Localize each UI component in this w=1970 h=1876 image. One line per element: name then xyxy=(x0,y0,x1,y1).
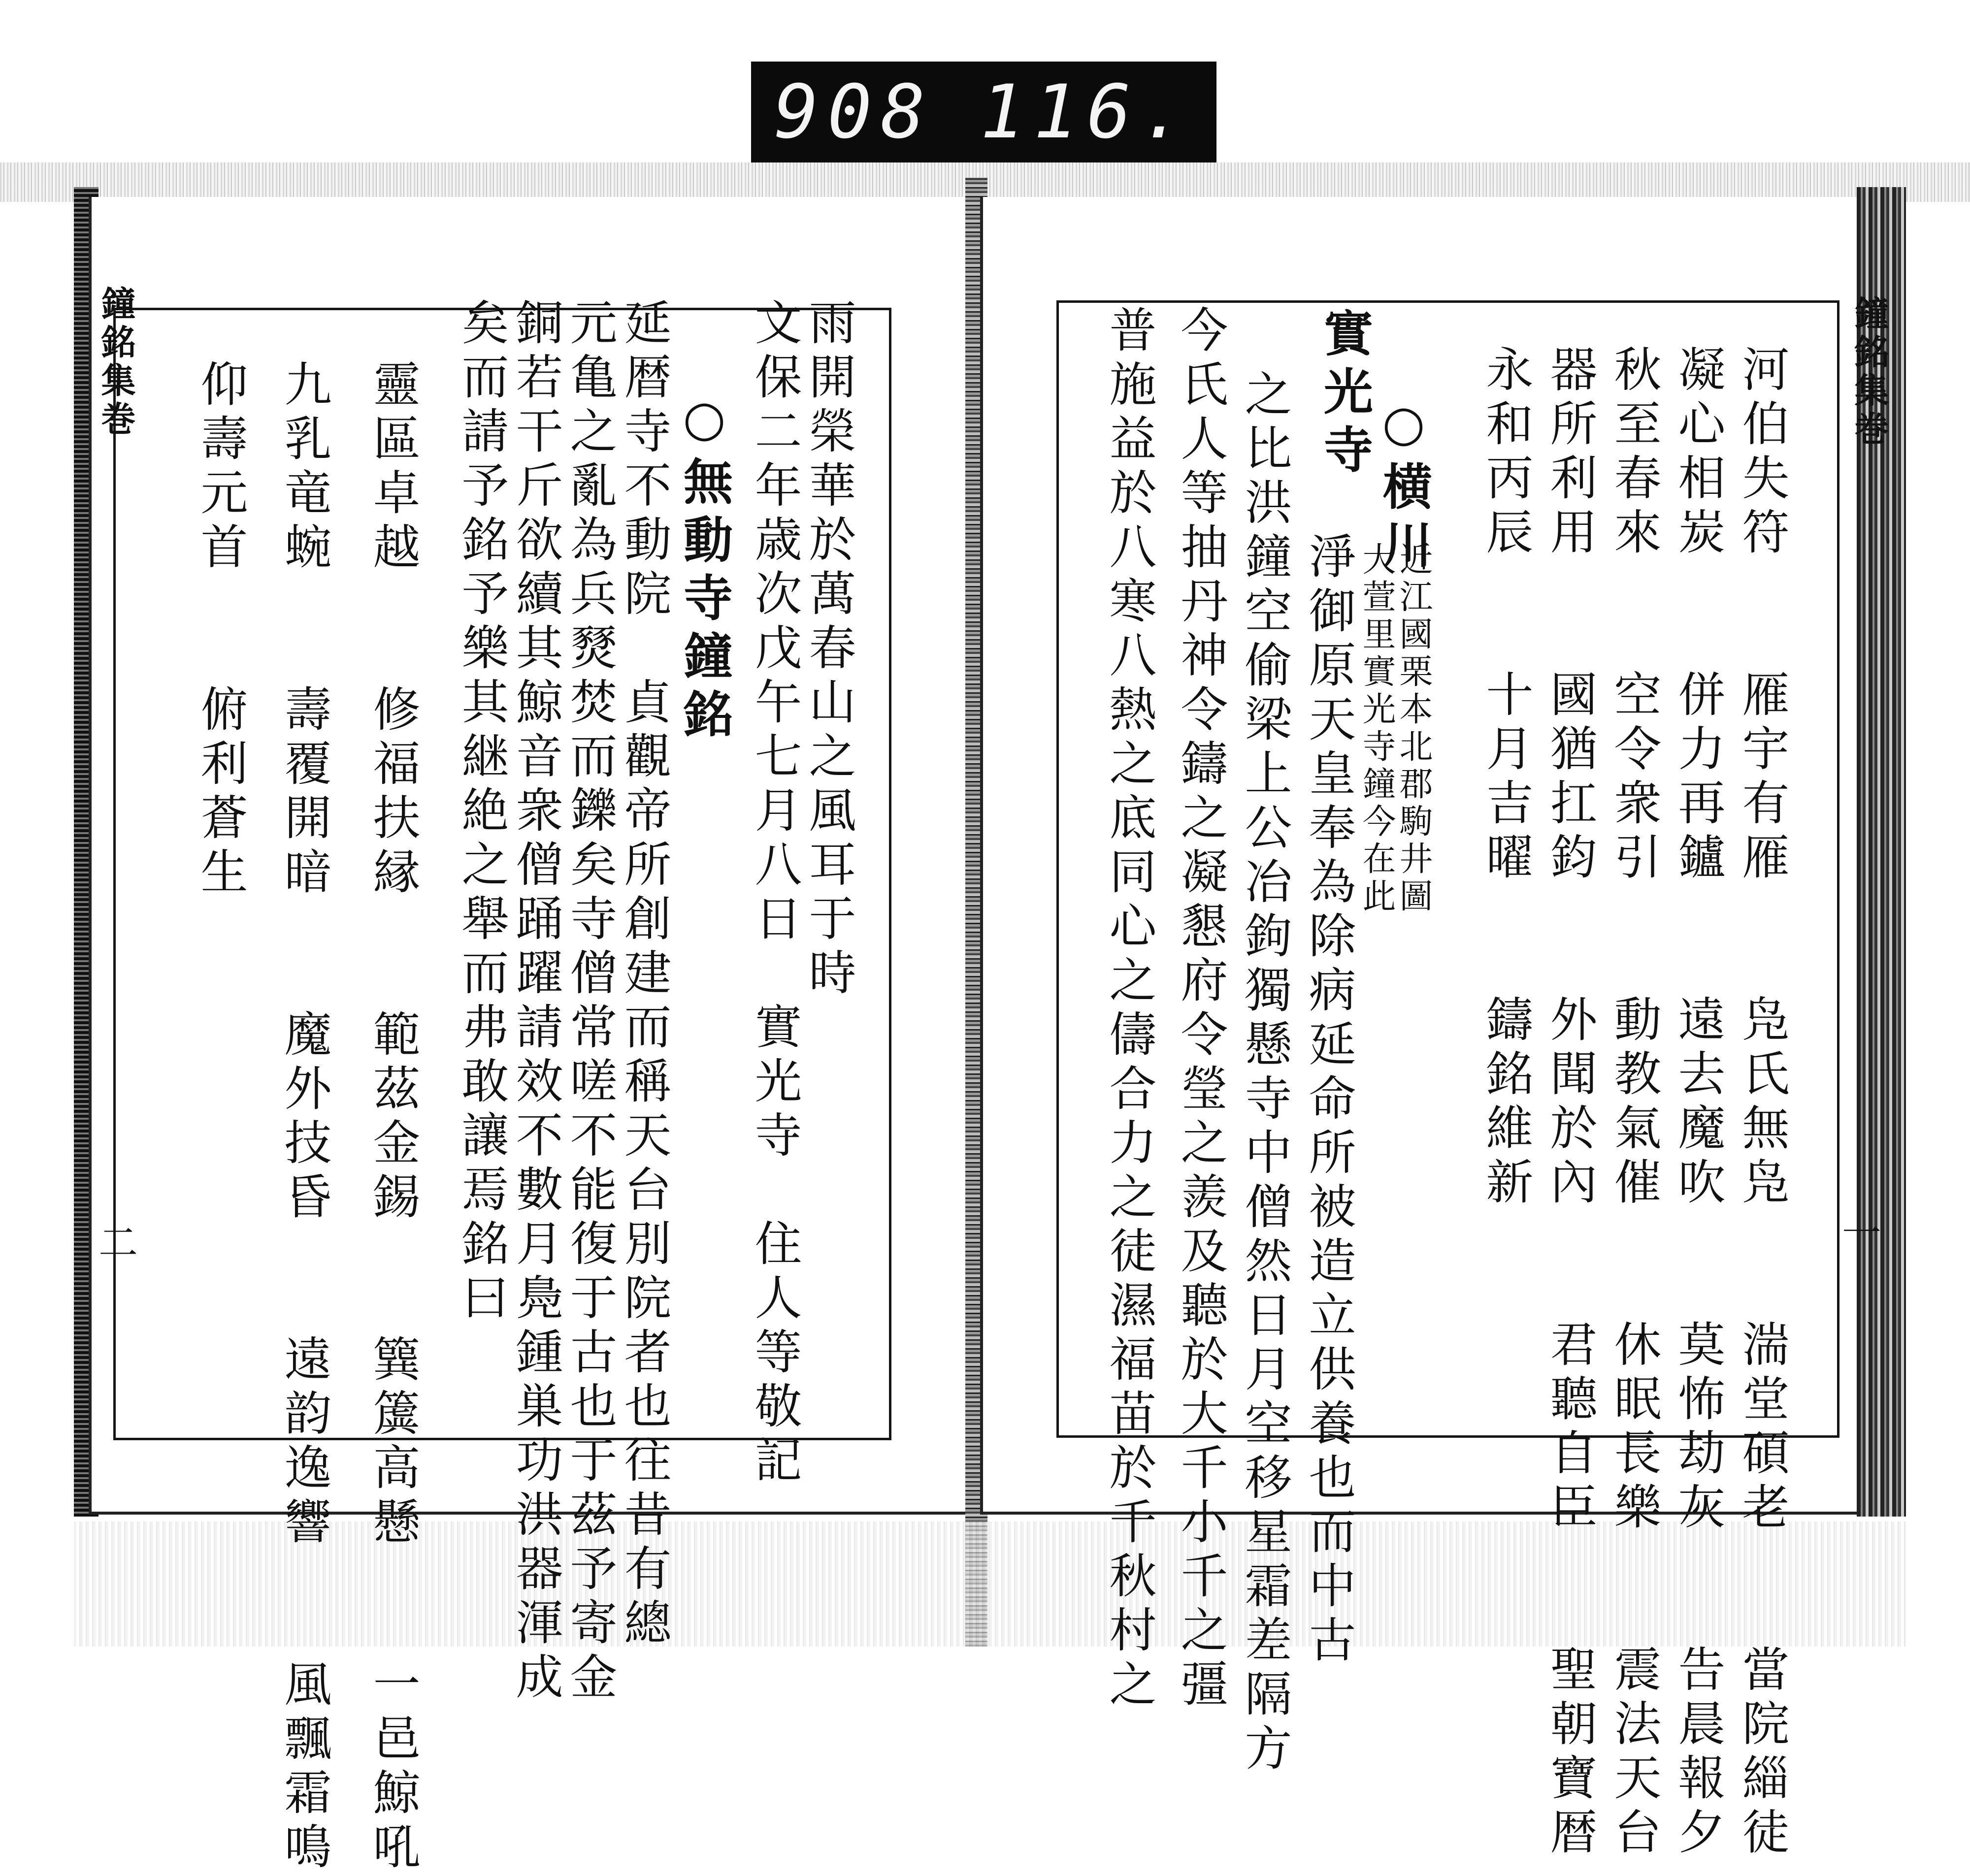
left-col-6: 銅若干斤欲續其鯨音衆僧踊躍請效不數月鳧鍾巣功洪器渾成 xyxy=(508,298,563,1706)
right-note-1: 近江國栗本北郡駒井圖 xyxy=(1394,542,1433,916)
left-heading-mudoji: ○無動寺鐘銘 xyxy=(675,389,733,746)
right-page-mark: 一 xyxy=(1842,1210,1881,1256)
right-col-10: 淨御原天皇奉為除病延命所被造立供養也而中古 xyxy=(1301,532,1356,1669)
left-col-5: 元亀之亂為兵燹焚而鑠矣寺僧常嗟不能復于古也于茲予寄金 xyxy=(562,298,618,1706)
right-heading-yokawa: ○横川 xyxy=(1375,394,1433,577)
right-col-11: 之比洪鐘空偷梁上公冶鉤獨懸寺中僧然日月空移星霜差隔方 xyxy=(1237,369,1292,1778)
right-col-5: 永和丙辰 十月吉曜 鑄銘維新 xyxy=(1478,345,1534,1211)
archive-right-number: 116. xyxy=(980,69,1194,155)
left-page-mark: 二 xyxy=(98,1220,138,1266)
archive-left-number: 908 xyxy=(774,69,934,155)
left-col-7: 矣而請予銘予樂其継絶之舉而弗敢讓焉銘曰 xyxy=(454,298,509,1327)
right-col-3: 秋至春來 空令衆引 動教氣催 休眠長樂 震法天台 xyxy=(1607,345,1662,1861)
left-col-9: 九乳竜蜿 壽覆開暗 魔外技昏 遠韵逸響 風飄霜鳴 xyxy=(277,359,332,1876)
left-col-4: 延暦寺不動院 貞觀帝所創建而稱天台別院者也往昔有總 xyxy=(617,298,672,1652)
right-running-header: 鐘銘集巻 xyxy=(1849,295,1890,449)
right-note-2: 大萱里實光寺鐘今在此 xyxy=(1357,542,1396,916)
right-col-4: 器所利用 國猶扛鈞 外聞於內 君聽自臣 聖朝寶暦 xyxy=(1543,345,1598,1861)
left-running-header: 鐘銘集巻 xyxy=(96,286,136,439)
archive-label xyxy=(751,62,1216,162)
left-col-8: 靈區卓越 修福扶縁 範茲金錫 簨簴高懸 一邑鯨吼 xyxy=(365,359,421,1876)
right-col-2: 凝心相炭 併力再鑪 遠去魔吹 莫怖劫灰 告晨報夕 xyxy=(1671,345,1726,1861)
right-col-13: 普施益於八寒八熱之底同心之儔合力之徒濕福苗於千秋村之 xyxy=(1102,305,1157,1714)
left-col-2: 文保二年歳次戊午七月八日 實光寺 住人等敬記 xyxy=(747,298,802,1489)
left-col-10: 仰壽元首 俯利蒼生 xyxy=(193,359,248,901)
right-col-12: 今氏人等抽丹神令鑄之凝懇府令瑩之羨及聽於大千小千之彊 xyxy=(1173,305,1228,1714)
left-col-1: 雨開榮華於萬春山之風耳于時 xyxy=(801,298,856,1002)
right-col-1: 河伯失符 雁宇有雁 凫氏無凫 湍堂碩老 當院緇徒 xyxy=(1735,345,1790,1861)
right-heading-jikkoji: 實光寺 xyxy=(1315,308,1374,482)
